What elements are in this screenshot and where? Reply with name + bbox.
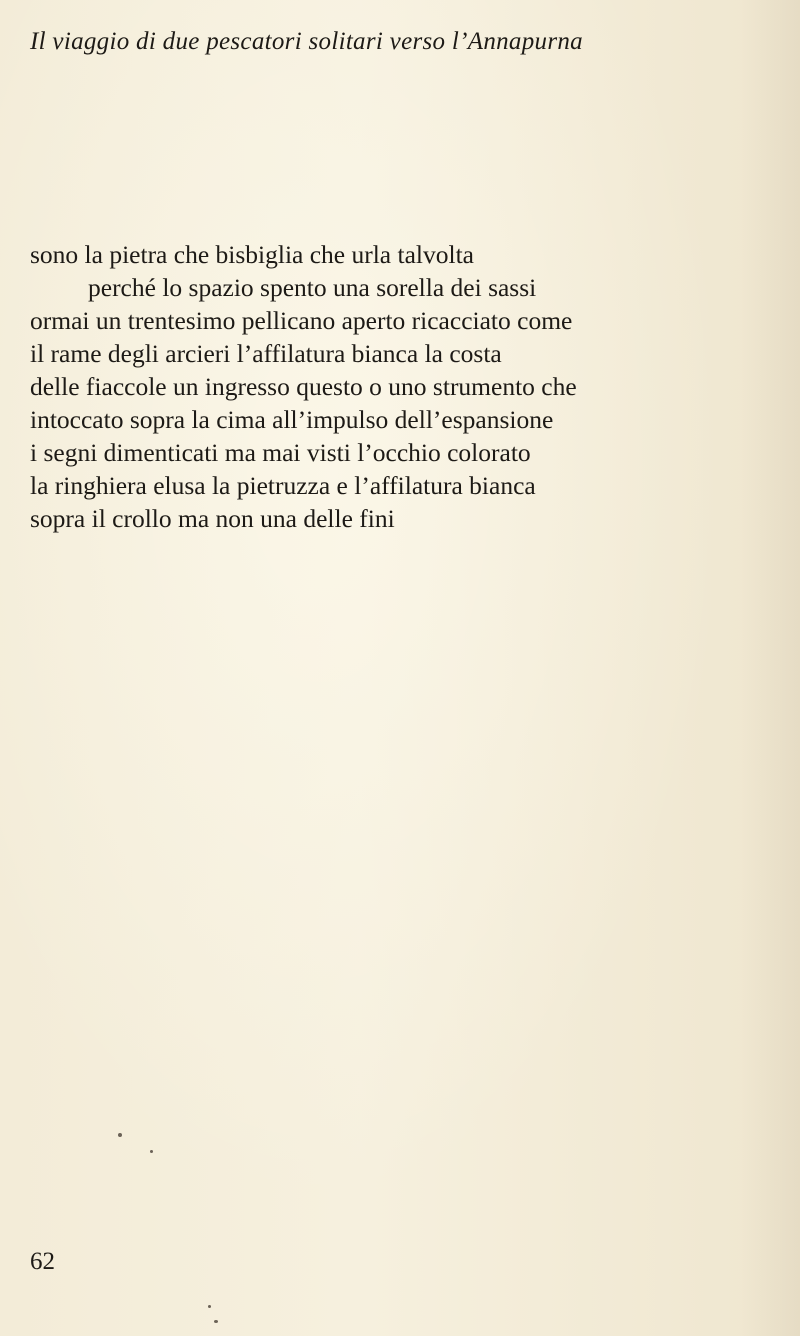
page-edge-shadow — [740, 0, 800, 1336]
poem-line: i segni dimenticati ma mai visti l’occhio colorato — [30, 438, 531, 467]
poem-line: delle fiaccole un ingresso questo o uno strumento che — [30, 372, 577, 401]
paper-speck — [150, 1150, 153, 1153]
page-number: 62 — [30, 1248, 55, 1275]
running-head: Il viaggio di due pescatori solitari verso l’Annapurna — [30, 28, 583, 55]
poem-line: sopra il crollo ma non una delle fini — [30, 504, 395, 533]
poem-body — [30, 238, 770, 535]
paper-speck — [214, 1320, 218, 1323]
poem-line: il rame degli arcieri l’affilatura bianca la costa — [30, 339, 502, 368]
poem-line: perché lo spazio spento una sorella dei sassi — [88, 273, 537, 302]
poem-line: intoccato sopra la cima all’impulso dell’espansione — [30, 405, 554, 434]
poem-line: la ringhiera elusa la pietruzza e l’affilatura bianca — [30, 471, 536, 500]
paper-speck — [118, 1133, 122, 1137]
poem-line: sono la pietra che bisbiglia che urla talvolta — [30, 240, 474, 269]
poem-line: ormai un trentesimo pellicano aperto ricacciato come — [30, 306, 573, 335]
paper-speck — [208, 1305, 211, 1308]
